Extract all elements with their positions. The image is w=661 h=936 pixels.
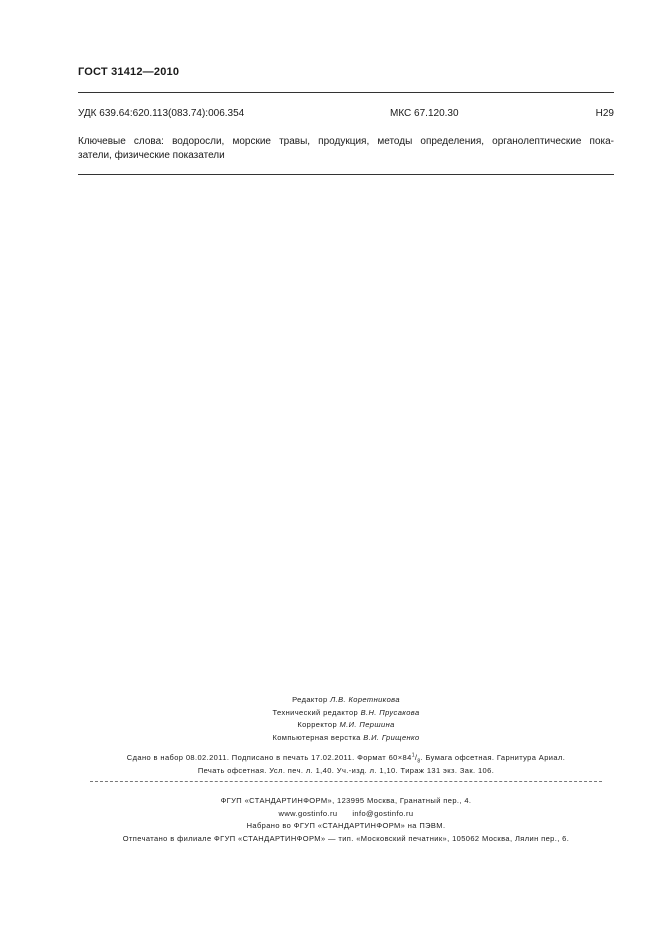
credit-line xyxy=(78,732,614,745)
print-info-text: Сдано в набор 08.02.2011. Подписано в печать 17.02.2011. Формат 60×84 xyxy=(126,753,412,762)
print-info-line: Печать офсетная. Усл. печ. л. 1,40. Уч.-изд. л. 1,10. Тираж 131 экз. Зак. 106. xyxy=(197,765,495,775)
credit-role: Редактор xyxy=(292,695,328,704)
publisher-line: ФГУП «СТАНДАРТИНФОРМ», 123995 Москва, Гранатный пер., 4. xyxy=(220,796,472,805)
credit-line xyxy=(78,694,614,707)
group-code: Н29 xyxy=(595,108,614,119)
print-info-text: . Бумага офсетная. Гарнитура Ариал. xyxy=(420,753,566,762)
credit-line xyxy=(78,707,614,720)
credit-role: Технический редактор xyxy=(272,707,359,717)
credit-role: Компьютерная верстка xyxy=(272,732,361,742)
credit-role: Корректор xyxy=(297,720,338,729)
keywords-divider xyxy=(78,174,614,175)
keywords-block xyxy=(78,135,614,163)
mks-code: МКС 67.120.30 xyxy=(390,108,459,119)
classification-row xyxy=(78,108,614,122)
dashed-separator xyxy=(90,781,602,782)
website-link[interactable]: www.gostinfo.ru xyxy=(278,808,338,818)
credit-person: В.И. Грищенко xyxy=(363,732,420,742)
standard-code: ГОСТ 31412—2010 xyxy=(78,66,180,78)
credit-person: Л.В. Коретникова xyxy=(330,695,400,704)
credit-person: М.И. Першина xyxy=(339,720,395,729)
publisher-block xyxy=(78,795,614,845)
format-superscript: 1 xyxy=(411,752,415,759)
publisher-contacts xyxy=(78,808,614,821)
publisher-line: Набрано во ФГУП «СТАНДАРТИНФОРМ» на ПЭВМ. xyxy=(246,821,446,830)
email-link[interactable]: info@gostinfo.ru xyxy=(352,808,414,818)
credit-person: В.Н. Прусакова xyxy=(360,707,420,717)
print-info-line: Сдано в набор 08.02.2011. Подписано в печать 17.02.2011. Формат $60\times 84^1/_8$. Бумага офсетная. Гарнитура Ариал. xyxy=(126,752,566,765)
keywords-line: Ключевые слова: водоросли, морские травы, продукция, методы определения, органолептические пока- xyxy=(78,136,614,147)
keywords-line: затели, физические показатели xyxy=(78,150,225,161)
udk-code: УДК 639.64:620.113(083.74):006.354 xyxy=(78,108,245,119)
format-subscript: 8 xyxy=(417,758,421,765)
credit-line xyxy=(78,719,614,732)
print-info-block xyxy=(78,752,614,777)
credits-block xyxy=(78,694,614,744)
header-divider xyxy=(78,92,614,93)
publisher-line: Отпечатано в филиале ФГУП «СТАНДАРТИНФОРМ» — тип. «Московский печатник», 105062 Москва, Лялин пер., 6. xyxy=(122,833,570,843)
